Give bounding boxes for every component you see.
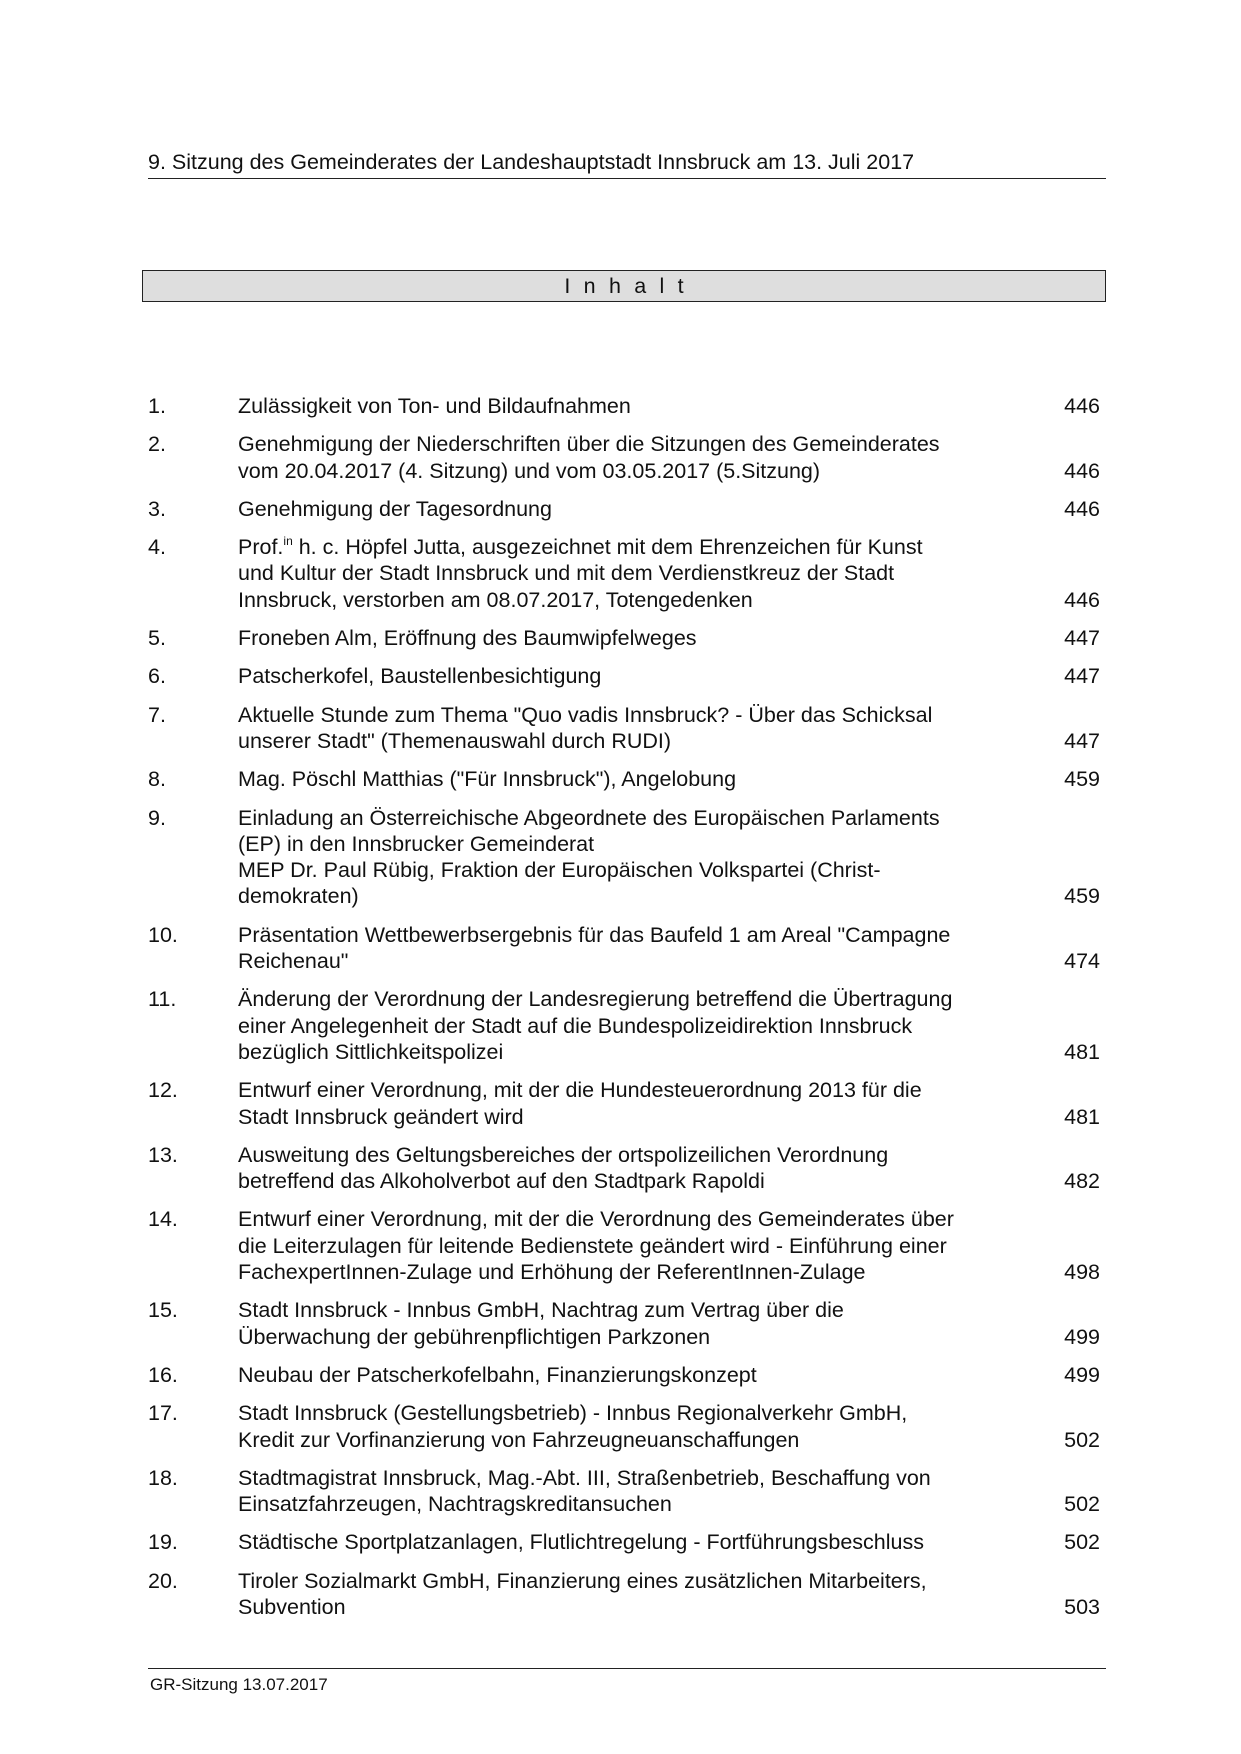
toc-entry-line: und Kultur der Stadt Innsbruck und mit dem Verdienstkreuz der Stadt [238, 561, 895, 586]
toc-entry-line: unserer Stadt" (Themenauswahl durch RUDI) [238, 728, 672, 753]
toc-entry-line: Kredit zur Vorfinanzierung von Fahrzeugneuanschaffungen [238, 1427, 800, 1452]
toc-entry-page: 482 [1064, 1169, 1100, 1194]
toc-entry-line: demokraten) [238, 884, 359, 909]
toc-entry-number: 6. [148, 664, 166, 689]
toc-entry-line: Subvention [238, 1594, 346, 1619]
toc-entry-line: Mag. Pöschl Matthias ("Für Innsbruck"), Angelobung [238, 767, 737, 792]
toc-entry-line: bezüglich Sittlichkeitspolizei [238, 1039, 504, 1064]
toc-entry-page: 498 [1064, 1260, 1100, 1285]
toc-entry-page: 474 [1064, 949, 1100, 974]
toc-entry-line: Städtische Sportplatzanlagen, Flutlichtregelung - Fortführungsbeschluss [238, 1530, 924, 1555]
toc-entry-page: 447 [1064, 728, 1100, 753]
toc-entry [148, 1077, 1104, 1130]
toc-entry-page: 503 [1064, 1594, 1100, 1619]
toc-entry-title [238, 702, 1018, 755]
toc-entry-title [238, 766, 1018, 792]
toc-entry-line: Genehmigung der Tagesordnung [238, 496, 552, 521]
toc-entry-number: 18. [148, 1465, 178, 1490]
toc-entry-line: (EP) in den Innsbrucker Gemeinderat [238, 831, 595, 856]
toc-entry-line: Präsentation Wettbewerbsergebnis für das Baufeld 1 am Areal "Campagne [238, 922, 951, 947]
toc-entry-number: 5. [148, 626, 166, 651]
toc-entry-line: Überwachung der gebührenpflichtigen Parkzonen [238, 1324, 711, 1349]
toc-entry [148, 625, 1104, 651]
toc-entry [148, 496, 1104, 522]
toc-entry-page: 446 [1064, 394, 1100, 418]
toc-entry-number: 8. [148, 767, 166, 792]
toc-entry-number: 15. [148, 1298, 178, 1323]
toc-entry-title [238, 1077, 1018, 1130]
toc-entry-title [238, 431, 1018, 484]
toc-entry-title [238, 805, 1018, 910]
toc-entry-number: 16. [148, 1362, 178, 1387]
toc-entry-title [238, 534, 1018, 613]
toc-title: Inhalt [142, 270, 1106, 302]
toc-entry-number: 4. [148, 535, 166, 560]
toc-entry-page: 446 [1064, 496, 1100, 521]
toc-entry-title [238, 1568, 1018, 1621]
toc-entry-line: Genehmigung der Niederschriften über die Sitzungen des Gemeinderates [238, 432, 940, 457]
page-header: 9. Sitzung des Gemeinderates der Landeshauptstadt Innsbruck am 13. Juli 2017 [148, 150, 1106, 179]
toc-entry-line: Ausweitung des Geltungsbereiches der ortspolizeilichen Verordnung [238, 1142, 889, 1167]
toc-entry [148, 1362, 1104, 1388]
toc-entry-number: 11. [148, 987, 177, 1012]
toc-entry [148, 1529, 1104, 1555]
toc-entry-line: Stadtmagistrat Innsbruck, Mag.-Abt. III, Straßenbetrieb, Beschaffung von [238, 1465, 931, 1490]
toc-entry-line: betreffend das Alkoholverbot auf den Stadtpark Rapoldi [238, 1169, 765, 1194]
toc-entry-page: 446 [1064, 587, 1100, 612]
toc-entry-line: die Leiterzulagen für leitende Bedienstete geändert wird - Einführung einer [238, 1233, 947, 1258]
toc-entry-line: Patscherkofel, Baustellenbesichtigung [238, 664, 602, 689]
toc-entry-page: 499 [1064, 1362, 1100, 1387]
toc-entry-title [238, 922, 1018, 975]
toc-entry-line: einer Angelegenheit der Stadt auf die Bundespolizeidirektion Innsbruck [238, 1013, 913, 1038]
toc-entry-line: Einsatzfahrzeugen, Nachtragskreditansuchen [238, 1492, 672, 1517]
toc-entry-page: 502 [1064, 1492, 1100, 1517]
toc-entry-number: 1. [148, 394, 166, 418]
toc-entry-line: FachexpertInnen-Zulage und Erhöhung der ReferentInnen-Zulage [238, 1260, 866, 1285]
toc-entry-title [238, 625, 1018, 651]
toc-entry-number: 14. [148, 1207, 178, 1232]
toc-entry [148, 431, 1104, 484]
toc-entry-page: 502 [1064, 1427, 1100, 1452]
toc-entry [148, 1400, 1104, 1453]
toc-entry-line [238, 534, 1018, 560]
toc-entry-line: Tiroler Sozialmarkt GmbH, Finanzierung eines zusätzlichen Mitarbeiters, [238, 1568, 927, 1593]
toc-entry-number: 10. [148, 922, 178, 947]
toc-entry-title [238, 986, 1018, 1065]
toc-entry [148, 663, 1104, 689]
toc-entry-number: 12. [148, 1078, 178, 1103]
toc-entry [148, 393, 1104, 419]
toc-entry-title [238, 393, 1018, 419]
toc-entry-number: 19. [148, 1530, 178, 1555]
toc-entry-title [238, 1465, 1018, 1518]
toc-entry-page: 459 [1064, 884, 1100, 909]
toc-entry [148, 766, 1104, 792]
toc-entry-line: Neubau der Patscherkofelbahn, Finanzierungskonzept [238, 1362, 757, 1387]
toc-entry-line: Entwurf einer Verordnung, mit der die Hundesteuerordnung 2013 für die [238, 1078, 922, 1103]
toc-entry-line: Zulässigkeit von Ton- und Bildaufnahmen [238, 394, 631, 418]
toc-entry-line: vom 20.04.2017 (4. Sitzung) und vom 03.05.2017 (5.Sitzung) [238, 458, 821, 483]
toc-entry-line: Froneben Alm, Eröffnung des Baumwipfelweges [238, 626, 697, 651]
toc-entry-page: 481 [1064, 1104, 1100, 1129]
page-footer: GR-Sitzung 13.07.2017 [150, 1675, 328, 1694]
title-superscript: in [283, 534, 293, 549]
toc-entry-line: Stadt Innsbruck - Innbus GmbH, Nachtrag zum Vertrag über die [238, 1298, 844, 1323]
table-of-contents [148, 393, 1104, 1632]
toc-entry-title [238, 1400, 1018, 1453]
toc-entry [148, 1465, 1104, 1518]
toc-entry-number: 17. [148, 1401, 178, 1426]
toc-entry [148, 702, 1104, 755]
toc-entry [148, 1142, 1104, 1195]
toc-entry-page: 481 [1064, 1039, 1100, 1064]
toc-entry-line: Einladung an Österreichische Abgeordnete des Europäischen Parlaments [238, 805, 940, 830]
toc-entry-title [238, 1362, 1018, 1388]
toc-entry [148, 922, 1104, 975]
toc-entry-number: 20. [148, 1568, 178, 1593]
toc-entry-line: MEP Dr. Paul Rübig, Fraktion der Europäischen Volkspartei (Christ- [238, 858, 881, 883]
toc-entry-title [238, 1206, 1018, 1285]
toc-entry [148, 1297, 1104, 1350]
toc-entry-number: 2. [148, 432, 166, 457]
toc-entry-page: 499 [1064, 1324, 1100, 1349]
toc-entry-number: 13. [148, 1142, 178, 1167]
toc-entry-title [238, 496, 1018, 522]
toc-entry [148, 805, 1104, 910]
title-prefix: Prof. [238, 535, 284, 560]
toc-entry-page: 447 [1064, 626, 1100, 651]
toc-entry-number: 7. [148, 702, 166, 727]
toc-entry-number: 3. [148, 496, 166, 521]
toc-entry [148, 1568, 1104, 1621]
toc-entry-line: Stadt Innsbruck geändert wird [238, 1104, 524, 1129]
toc-entry-line: Aktuelle Stunde zum Thema "Quo vadis Innsbruck? - Über das Schicksal [238, 702, 933, 727]
toc-entry-page: 446 [1064, 458, 1100, 483]
toc-entry-page: 502 [1064, 1530, 1100, 1555]
toc-entry-title [238, 663, 1018, 689]
footer-divider [148, 1668, 1106, 1669]
toc-entry-page: 447 [1064, 664, 1100, 689]
toc-entry-page: 459 [1064, 767, 1100, 792]
toc-entry-line: Änderung der Verordnung der Landesregierung betreffend die Übertragung [238, 987, 953, 1012]
toc-entry-line: Reichenau" [238, 949, 349, 974]
toc-entry-line: Entwurf einer Verordnung, mit der die Verordnung des Gemeinderates über [238, 1207, 954, 1232]
toc-entry [148, 1206, 1104, 1285]
title-rest: h. c. Höpfel Jutta, ausgezeichnet mit dem Ehrenzeichen für Kunst [292, 535, 923, 560]
toc-entry [148, 986, 1104, 1065]
toc-entry-line: Stadt Innsbruck (Gestellungsbetrieb) - Innbus Regionalverkehr GmbH, [238, 1401, 908, 1426]
toc-entry-line: Innsbruck, verstorben am 08.07.2017, Totengedenken [238, 587, 753, 612]
toc-entry [148, 534, 1104, 613]
toc-entry-number: 9. [148, 805, 166, 830]
toc-entry-title [238, 1529, 1018, 1555]
toc-entry-title [238, 1297, 1018, 1350]
toc-entry-title [238, 1142, 1018, 1195]
